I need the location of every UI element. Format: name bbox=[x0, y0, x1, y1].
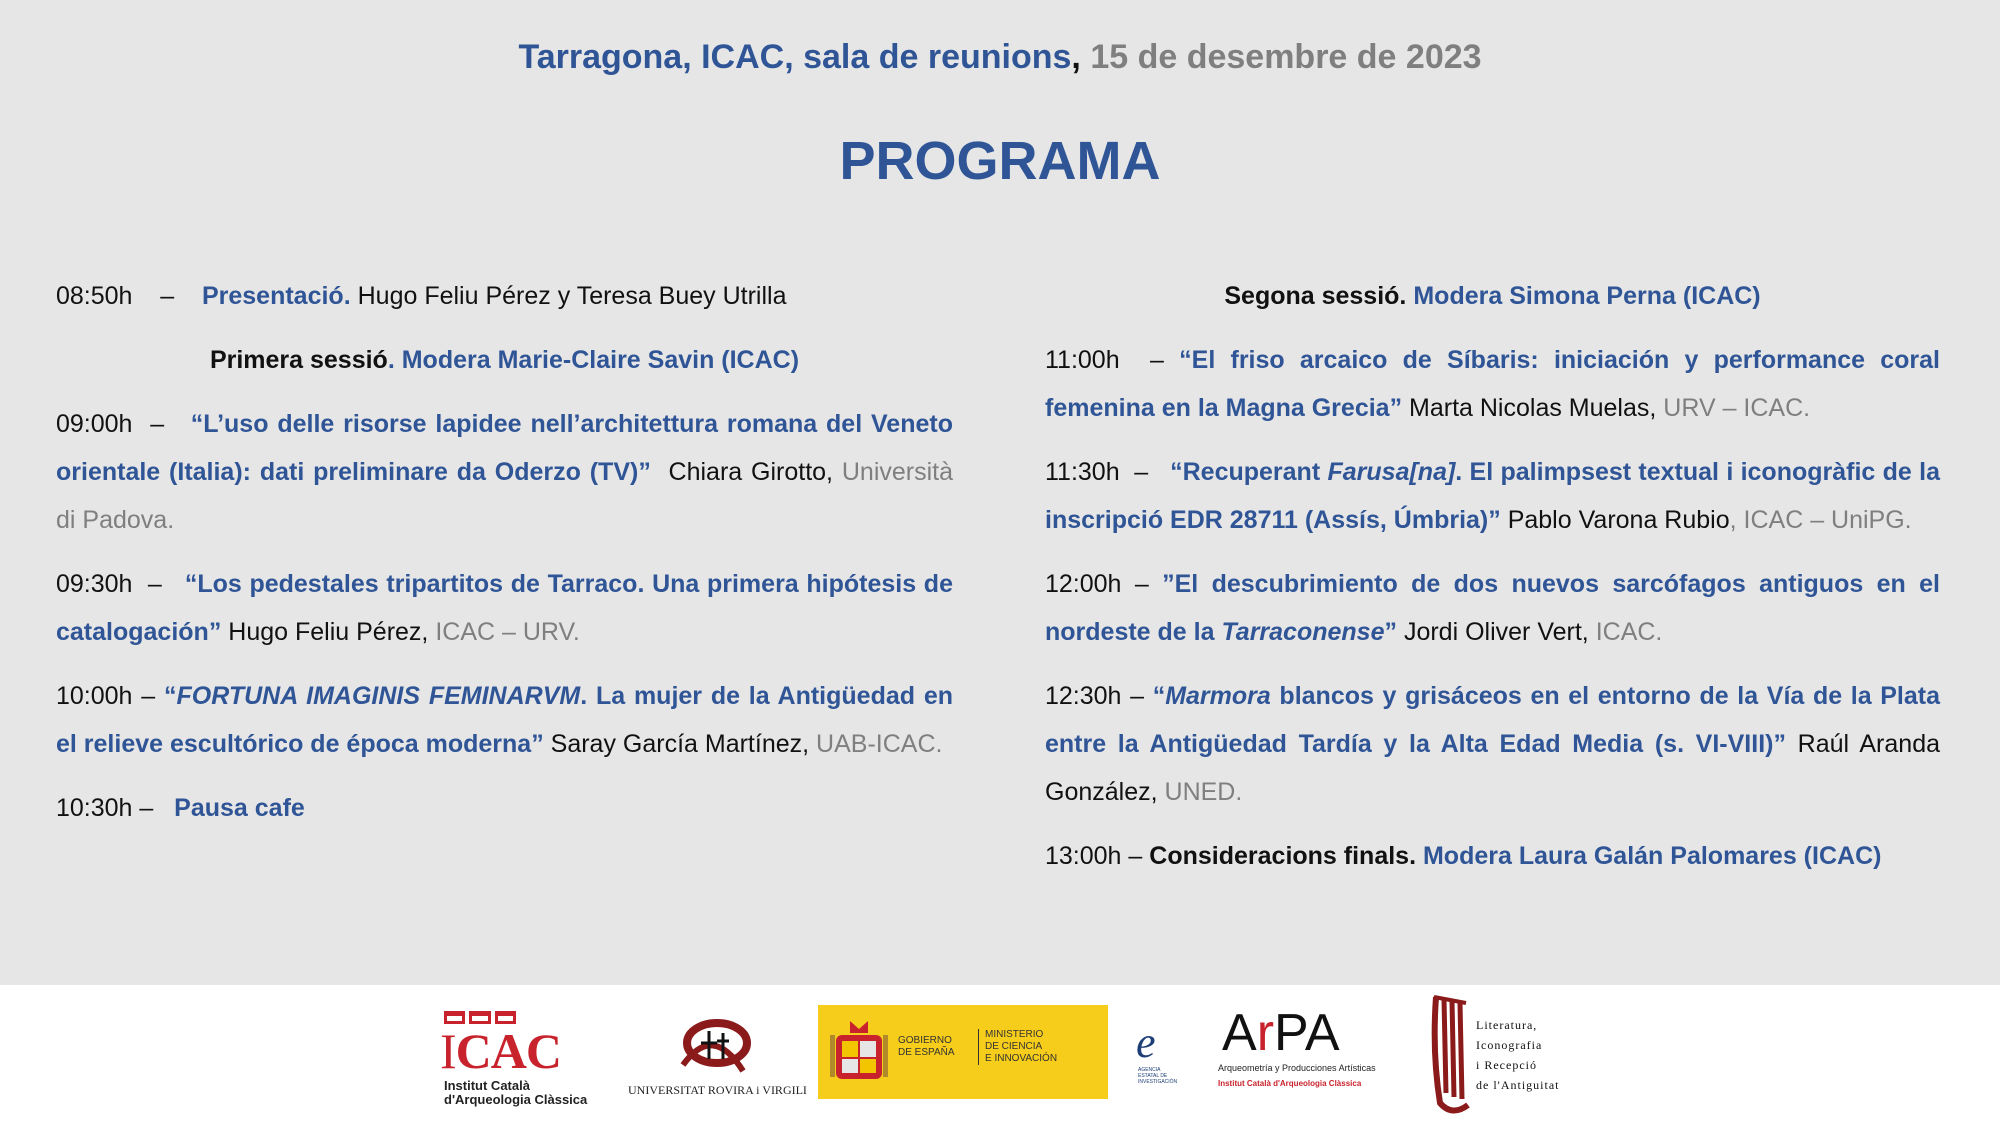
talk-title-rest: . El palimpsest textual i iconogràfic de la inscripció EDR 28711 (Assís, Úmbria)” bbox=[1045, 458, 1940, 534]
icac-logo bbox=[440, 1011, 605, 1111]
talk-item bbox=[1045, 336, 1940, 432]
arpa-wordmark: ArPA bbox=[1222, 1004, 1340, 1062]
talk-item bbox=[1045, 672, 1940, 816]
closing-item bbox=[1045, 832, 1940, 880]
session-2-heading bbox=[1045, 272, 1940, 320]
talk-item bbox=[56, 400, 953, 544]
session-1-heading bbox=[56, 336, 953, 384]
talk-speaker: Pablo Varona Rubio bbox=[1507, 506, 1730, 534]
lira-logo bbox=[1430, 993, 1590, 1117]
urv-name: UNIVERSITAT ROVIRA i VIRGILI bbox=[628, 1083, 807, 1097]
talk-affiliation: URV – ICAC. bbox=[1663, 394, 1811, 422]
talk-title-italic: Tarraconense bbox=[1221, 618, 1385, 646]
icac-institution-name: Institut Català d'Arqueologia Clàssica bbox=[444, 1078, 588, 1107]
presentation-item bbox=[56, 272, 953, 320]
event-header bbox=[0, 38, 2000, 77]
header-comma: , bbox=[1071, 38, 1081, 76]
presentation-people: Hugo Feliu Pérez y Teresa Buey Utrilla bbox=[357, 282, 787, 310]
talk-title-italic: Marmora bbox=[1165, 682, 1271, 710]
talk-item bbox=[1045, 560, 1940, 656]
item-dash: – bbox=[147, 570, 162, 598]
talk-title: “Los pedestales tripartitos de Tarraco. Una primera hipótesis de catalogación” bbox=[56, 570, 953, 646]
talk-title-italic: Farusa[na] bbox=[1327, 458, 1456, 486]
icac-wordmark: ICAC bbox=[440, 1023, 561, 1079]
talk-affiliation: , ICAC – UniPG. bbox=[1729, 506, 1912, 534]
talk-title: “L’uso delle risorse lapidee nell’architettura romana del Veneto orientale (Italia): dati preliminare da Oderzo (TV)” bbox=[56, 410, 953, 486]
lyre-icon bbox=[1430, 993, 1474, 1115]
page-title: PROGRAMA bbox=[839, 131, 1161, 191]
item-dash: – bbox=[1128, 842, 1143, 870]
talk-title-rest: . La mujer de la Antigüedad en el relieve escultórico de época moderna” bbox=[56, 682, 953, 758]
aei-mark-icon: e bbox=[1136, 1018, 1156, 1067]
aei-text: AGENCIA ESTATAL DE INVESTIGACIÓN bbox=[1138, 1067, 1178, 1085]
urv-emblem-icon bbox=[673, 1013, 753, 1075]
closing-label: Consideracions finals. bbox=[1149, 842, 1417, 870]
item-time: 11:00h bbox=[1045, 346, 1120, 374]
item-dash: – bbox=[1134, 458, 1149, 486]
talk-item bbox=[56, 672, 953, 768]
ministerio-text: MINISTERIO DE CIENCIA E INNOVACIÓN bbox=[978, 1029, 1057, 1065]
item-time: 13:00h bbox=[1045, 842, 1122, 870]
talk-speaker: Chiara Girotto, bbox=[668, 458, 833, 486]
item-dash: – bbox=[150, 410, 165, 438]
item-dash: – bbox=[1130, 682, 1145, 710]
talk-title-rest: blancos y grisáceos en el entorno de la Vía de la Plata entre la Antigüedad Tardía y la Alta Edad Media (s. VI-VIII)” bbox=[1045, 682, 1941, 758]
pause-label: Pausa cafe bbox=[174, 794, 305, 822]
event-location: Tarragona, ICAC, sala de reunions bbox=[518, 38, 1072, 76]
aei-logo bbox=[1136, 1018, 1178, 1085]
event-date: 15 de desembre de 2023 bbox=[1090, 38, 1482, 76]
item-time: 09:30h bbox=[56, 570, 133, 598]
presentation-label: Presentació. bbox=[201, 282, 351, 310]
session-2-label: Segona sessió. bbox=[1224, 282, 1407, 310]
program-left-column bbox=[56, 272, 953, 848]
arpa-subtitle: Arqueometría y Producciones Artísticas bbox=[1218, 1063, 1376, 1073]
item-dash: – bbox=[1134, 570, 1149, 598]
talk-speaker: Jordi Oliver Vert, bbox=[1403, 618, 1589, 646]
talk-speaker: Hugo Feliu Pérez, bbox=[228, 618, 429, 646]
talk-title-open: “Recuperant bbox=[1170, 458, 1321, 486]
item-dash: – bbox=[141, 682, 156, 710]
talk-title-open: “ bbox=[164, 682, 177, 710]
talk-affiliation: UAB-ICAC. bbox=[816, 730, 943, 758]
item-time: 12:30h bbox=[1045, 682, 1122, 710]
item-time: 11:30h bbox=[1045, 458, 1120, 486]
item-time: 08:50h bbox=[56, 282, 133, 310]
talk-speaker: Marta Nicolas Muelas, bbox=[1409, 394, 1657, 422]
session-1-label: Primera sessió bbox=[209, 346, 388, 374]
talk-speaker: Saray García Martínez, bbox=[550, 730, 810, 758]
talk-speaker: Raúl Aranda González, bbox=[1045, 730, 1941, 806]
talk-title: “El friso arcaico de Síbaris: iniciación y performance coral femenina en la Magna Grecia” bbox=[1045, 346, 1940, 422]
gobierno-text: GOBIERNO DE ESPAÑA bbox=[898, 1035, 955, 1058]
item-dash: – bbox=[160, 282, 175, 310]
item-time: 10:30h bbox=[56, 794, 133, 822]
arpa-logo bbox=[1212, 1004, 1376, 1101]
talk-affiliation: UNED. bbox=[1164, 778, 1243, 806]
item-time: 09:00h bbox=[56, 410, 133, 438]
talk-item bbox=[56, 560, 953, 656]
sponsor-logo-bar bbox=[0, 985, 2000, 1125]
pause-item bbox=[56, 784, 953, 832]
urv-logo bbox=[628, 1013, 807, 1109]
talk-title-rest: ” bbox=[1384, 618, 1397, 646]
talk-title-open: “ bbox=[1152, 682, 1166, 710]
talk-affiliation: ICAC. bbox=[1595, 618, 1663, 646]
item-time: 10:00h bbox=[56, 682, 133, 710]
lira-text: Literatura, Iconografia i Recepció de l'Antiguitat bbox=[1476, 1018, 1560, 1092]
talk-affiliation: ICAC – URV. bbox=[435, 618, 580, 646]
closing-moderator: Modera Laura Galán Palomares (ICAC) bbox=[1422, 842, 1882, 870]
coat-of-arms-icon bbox=[830, 1017, 888, 1087]
session-2-moderator: Modera Simona Perna (ICAC) bbox=[1413, 282, 1761, 310]
talk-item bbox=[1045, 448, 1940, 544]
talk-title-italic: FORTUNA IMAGINIS FEMINARVM bbox=[176, 682, 581, 710]
item-dash: – bbox=[139, 794, 154, 822]
talk-affiliation: Università di Padova. bbox=[56, 458, 954, 534]
item-dash: – bbox=[1150, 346, 1164, 374]
gobierno-espana-logo bbox=[818, 1005, 1108, 1099]
talk-title-open: ”El descubrimiento de dos nuevos sarcófagos antiguos en el nordeste de la bbox=[1045, 570, 1941, 646]
item-time: 12:00h bbox=[1045, 570, 1122, 598]
program-right-column bbox=[1045, 272, 1940, 896]
arpa-institution: Institut Català d'Arqueologia Clàssica bbox=[1218, 1079, 1362, 1088]
session-1-moderator: . Modera Marie-Claire Savin (ICAC) bbox=[387, 346, 800, 374]
